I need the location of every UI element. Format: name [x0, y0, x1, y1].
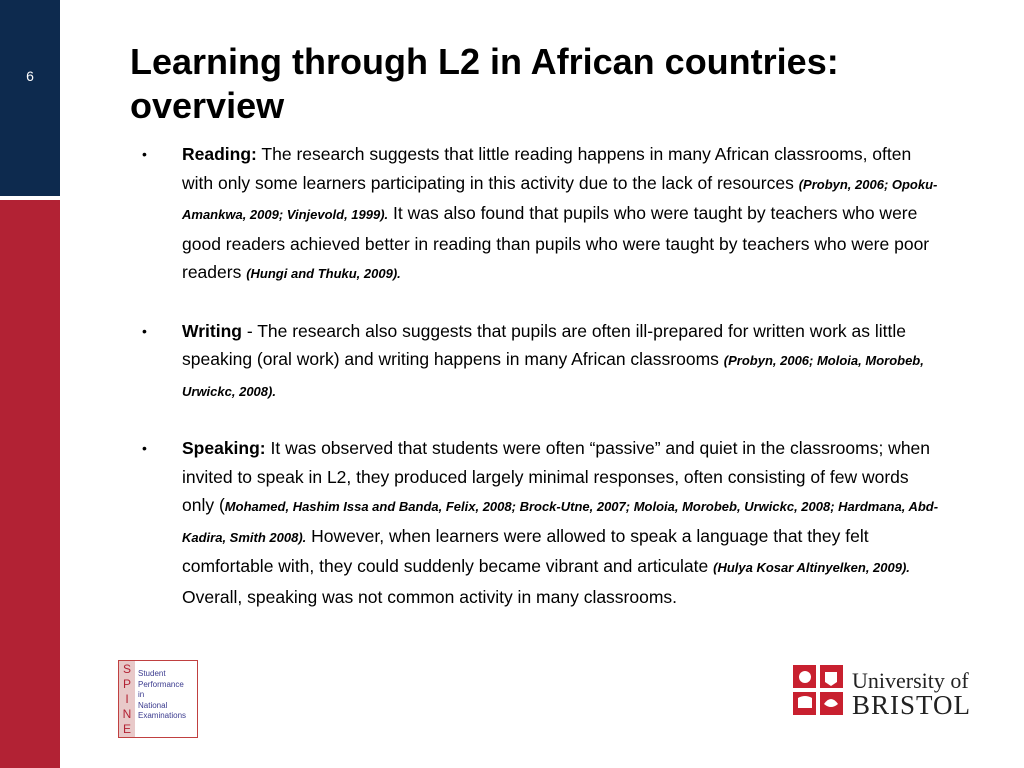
slide-number: 6 [26, 68, 34, 84]
spine-letter: I [125, 692, 129, 706]
bristol-crest-icon [792, 664, 844, 716]
spine-word: National [138, 700, 168, 710]
bullet-text: The research suggests that little reading happens in many African classrooms, often with only some learners participating in this activity due to the lack of resources [182, 144, 912, 193]
spine-letter: E [122, 722, 131, 736]
spine-word: Examinations [138, 711, 187, 720]
bullet-heading: Writing [182, 320, 242, 341]
bullet-heading: Speaking: [182, 438, 266, 458]
slide-title: Learning through L2 in African countries: overview [130, 41, 839, 126]
spine-letter: S [122, 662, 131, 676]
bullet-icon: • [142, 322, 147, 339]
citation: (Probyn, 2006; Opoku-Amankwa, 2009; Vinjevold, 1999). [182, 176, 938, 222]
spine-word: in [138, 690, 145, 699]
bullet-text: It was observed that students were often “passive” and quiet in the classrooms; when invited to speak in L2, they produced largely minimal responses, often consisting of few words only ( [182, 438, 931, 515]
bristol-logo-line2: BRISTOL [852, 690, 972, 720]
sidebar-red-band [0, 200, 60, 768]
bullet-item [140, 317, 940, 407]
bullet-item [140, 140, 940, 289]
bullet-heading: Reading: [182, 144, 257, 164]
bullet-text: However, when learners were allowed to speak a language that they felt comfortable with, they could suddenly became vibrant and articulate [182, 525, 869, 576]
bullet-item [140, 434, 940, 611]
citation: Mohamed, Hashim Issa and Banda, Felix, 2008; Brock-Utne, 2007; Moloia, Morobeb, Urwickc, 2008; Hardmana, Abd-Kadira, Smith 2008). [182, 499, 939, 545]
bullet-list [140, 140, 940, 611]
spine-letters [119, 661, 135, 737]
bullet-icon: • [142, 440, 147, 456]
citation: (Hungi and Thuku, 2009). [246, 266, 401, 281]
spine-logo [118, 660, 198, 738]
bullet-text: It was also found that pupils who were taught by teachers who were good readers achieved better in reading than pupils who were taught by teachers who were poor readers [182, 203, 930, 282]
bristol-logo-line1: University of [852, 668, 969, 693]
citation: (Hulya Kosar Altinyelken, 2009). [713, 560, 910, 575]
spine-word: Performance [138, 679, 184, 689]
sidebar-navy-band [0, 0, 60, 196]
bullet-text: - The research also suggests that pupils are often ill-prepared for written work as little speaking (oral work) and writing happens in many African classrooms [182, 320, 906, 369]
spine-letter: N [122, 707, 132, 721]
bullet-icon: • [142, 146, 147, 162]
university-of-bristol-logo [792, 664, 982, 720]
citation: (Probyn, 2006; Moloia, Morobeb, Urwickc, 2008). [182, 353, 924, 399]
bullet-text: Overall, speaking was not common activity in many classrooms. [182, 586, 678, 607]
spine-letter: P [122, 677, 131, 691]
spine-words [138, 669, 186, 722]
spine-word: Student [138, 669, 166, 678]
